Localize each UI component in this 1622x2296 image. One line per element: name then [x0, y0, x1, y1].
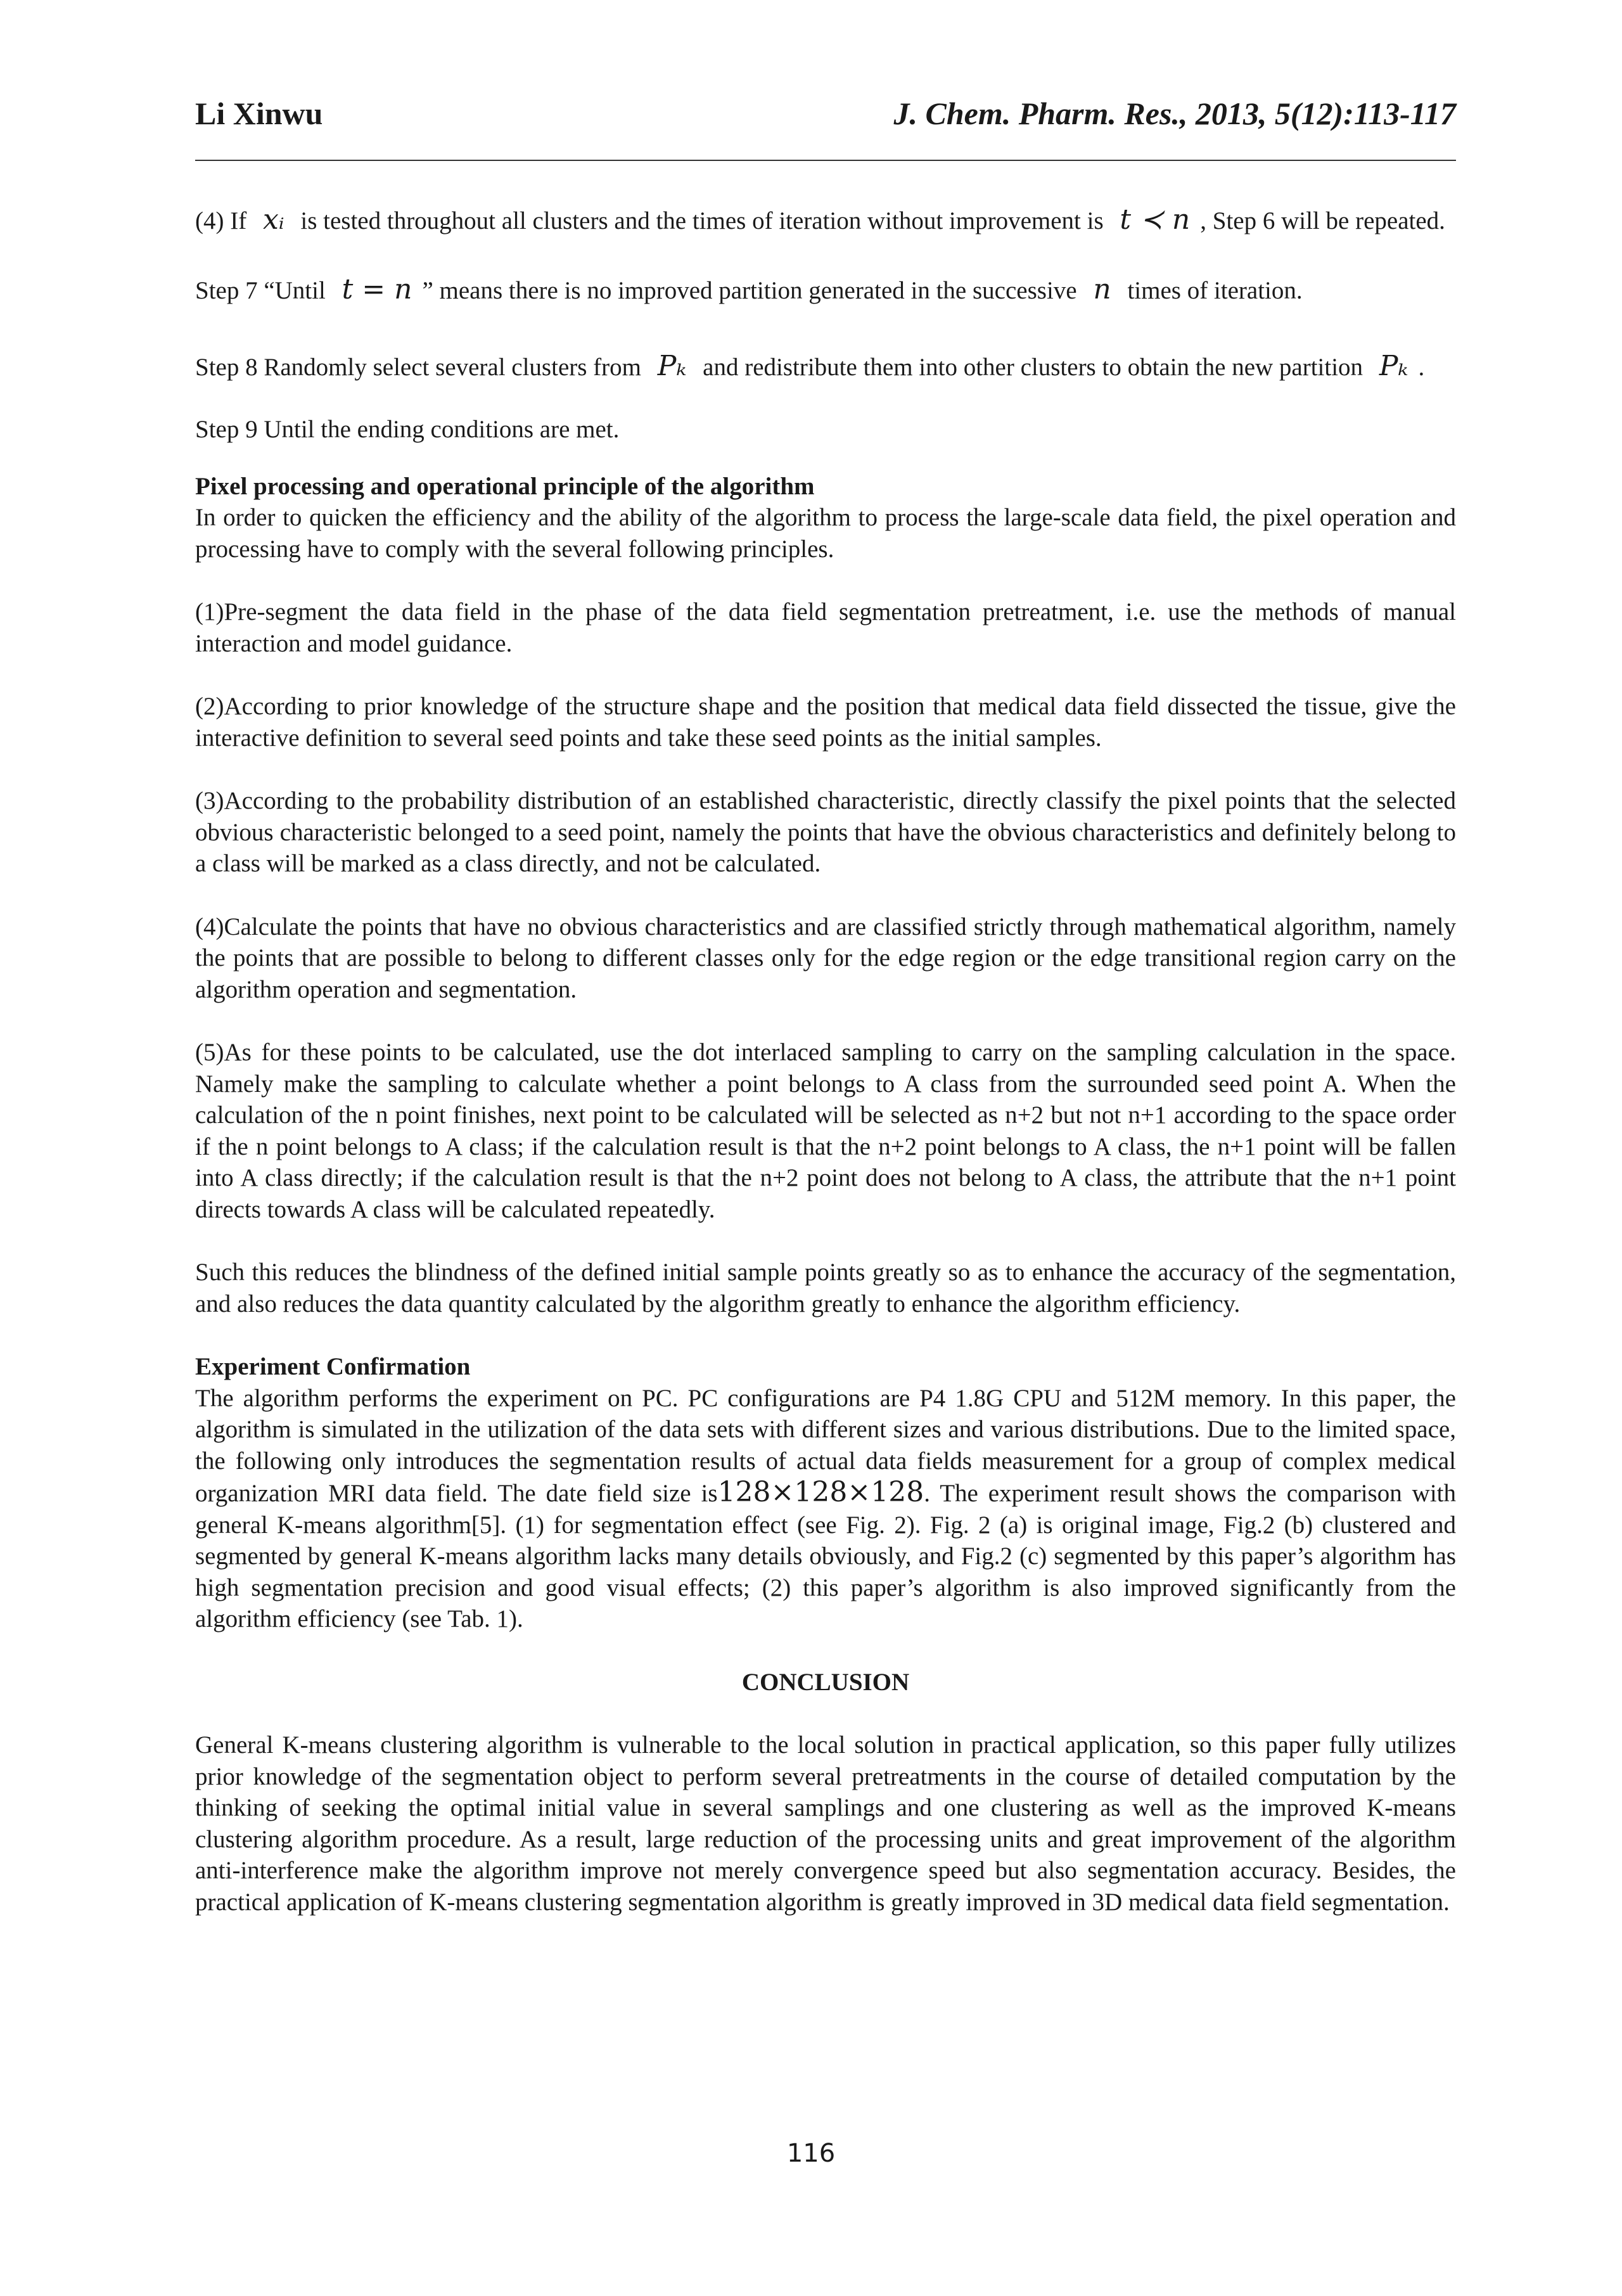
step-7-text-start: Step 7 “Until: [195, 276, 326, 304]
step-8-paragraph: [195, 342, 1456, 392]
section-heading-pixel-processing: Pixel processing and operational principle of the algorithm: [195, 472, 815, 500]
step-4-text-start: (4) If: [195, 207, 247, 234]
step-4-text-end: , Step 6 will be repeated.: [1200, 207, 1445, 234]
principle-2-paragraph: (2)According to prior knowledge of the structure shape and the position that medical data field dissected the tissue, give the interactive definition to several seed points and take these seed points as the initial samples.: [195, 693, 1456, 752]
step-9-paragraph: Step 9 Until the ending conditions are met.: [195, 416, 620, 443]
conclusion-paragraph: General K-means clustering algorithm is vulnerable to the local solution in practical application, so this paper fully utilizes prior knowledge of the segmentation object to perform several pretreatments in the course of detailed computation by the thinking of seeking the optimal initial value in several samplings and one clustering as well as the improved K-means clustering algorithm procedure. As a result, large reduction of the processing units and great improvement of the algorithm anti-interference make the algorithm improve not merely convergence speed but also segmentation accuracy. Besides, the practical application of K-means clustering segmentation algorithm is greatly improved in 3D medical data field segmentation.: [195, 1731, 1456, 1916]
step-4-text-middle: is tested throughout all clusters and the times of iteration without improvement is: [300, 207, 1104, 234]
running-header: [195, 95, 1456, 142]
data-field-size: 128×128×128: [717, 1476, 924, 1508]
math-x-i: xᵢ: [262, 203, 284, 236]
step-8-text-middle: and redistribute them into other clusters to obtain the new partition: [703, 354, 1363, 381]
pixel-intro-paragraph: In order to quicken the efficiency and the ability of the algorithm to process the large-scale data field, the pixel operation and processing have to comply with the several following principles.: [195, 504, 1456, 563]
section-heading-conclusion: CONCLUSION: [741, 1668, 910, 1696]
math-t-precedes-n: t ≺ n: [1120, 203, 1191, 236]
math-p-k: Pₖ: [657, 350, 687, 382]
step-7-text-end: times of iteration.: [1127, 276, 1303, 304]
page-number: 116: [786, 2139, 836, 2168]
principle-3-paragraph: (3)According to the probability distribution of an established characteristic, directly classify the pixel points that the selected obvious characteristic belonged to a seed point, namely the points that have the obvious characteristics and definitely belong to a class will be marked as a class directly, and not be calculated.: [195, 787, 1456, 877]
principle-5-paragraph: (5)As for these points to be calculated, use the dot interlaced sampling to carry on the sampling calculation in the space. Namely make the sampling to calculate whether a point belongs to A class from the surrounded seed point A. When the calculation of the n point finishes, next point to be calculated will be selected as n+2 but not n+1 according to the space order if the n point belongs to A class; if the calculation result is that the n+2 point belongs to A class, the n+1 point will be fallen into A class directly; if the calculation result is that the n+2 point does not belong to A class, the attribute that the n+1 point directs towards A class will be calculated repeatedly.: [195, 1039, 1456, 1223]
experiment-text-start: The algorithm performs the experiment on PC. PC configurations are P4 1.8G CPU and 512M memory. In this paper, the algorithm is simulated in the utilization of the data sets with different sizes and various distributions. Due to the limited space, the following only introduces the segmentation results of actual data fields measurement for a group of complex medical organization MRI data field. The date field size is: [195, 1384, 1456, 1507]
body-text: [195, 190, 1456, 1918]
step-7-paragraph: [195, 274, 1456, 307]
header-author: Li Xinwu: [195, 96, 323, 131]
principle-1-paragraph: (1)Pre-segment the data field in the phase of the data field segmentation pretreatment, i.e. use the methods of manual interaction and model guidance.: [195, 598, 1456, 657]
experiment-paragraph: [195, 1383, 1456, 1635]
principle-4-paragraph: (4)Calculate the points that have no obvious characteristics and are classified strictly through mathematical algorithm, namely the points that are possible to belong to different classes only for the edge region or the edge transitional region carry on the algorithm operation and segmentation.: [195, 913, 1456, 1003]
experiment-text-end: . The experiment result shows the comparison with general K-means algorithm[5]. (1) for segmentation effect (see Fig. 2). Fig. 2 (a) is original image, Fig.2 (b) clustered and segmented by general K-means algorithm lacks many details obviously, and Fig.2 (c) segmented by this paper’s algorithm has high segmentation precision and good visual effects; (2) this paper’s algorithm is also improved significantly from the algorithm efficiency (see Tab. 1).: [195, 1480, 1457, 1632]
math-p-k-new: Pₖ: [1379, 350, 1408, 382]
step-7-text-middle: ” means there is no improved partition generated in the successive: [422, 276, 1077, 304]
math-t-equals-n: t = n: [342, 273, 412, 305]
header-divider: [195, 160, 1456, 161]
step-8-text-start: Step 8 Randomly select several clusters from: [195, 354, 641, 381]
step-8-text-end: .: [1418, 354, 1425, 381]
summary-paragraph: Such this reduces the blindness of the defined initial sample points greatly so as to enhance the accuracy of the segmentation, and also reduces the data quantity calculated by the algorithm greatly to enhance the algorithm efficiency.: [195, 1259, 1456, 1318]
step-4-paragraph: [195, 204, 1456, 237]
section-heading-experiment: Experiment Confirmation: [195, 1353, 471, 1380]
math-n: n: [1093, 273, 1111, 305]
header-journal-citation: J. Chem. Pharm. Res., 2013, 5(12):113-117: [893, 96, 1456, 131]
